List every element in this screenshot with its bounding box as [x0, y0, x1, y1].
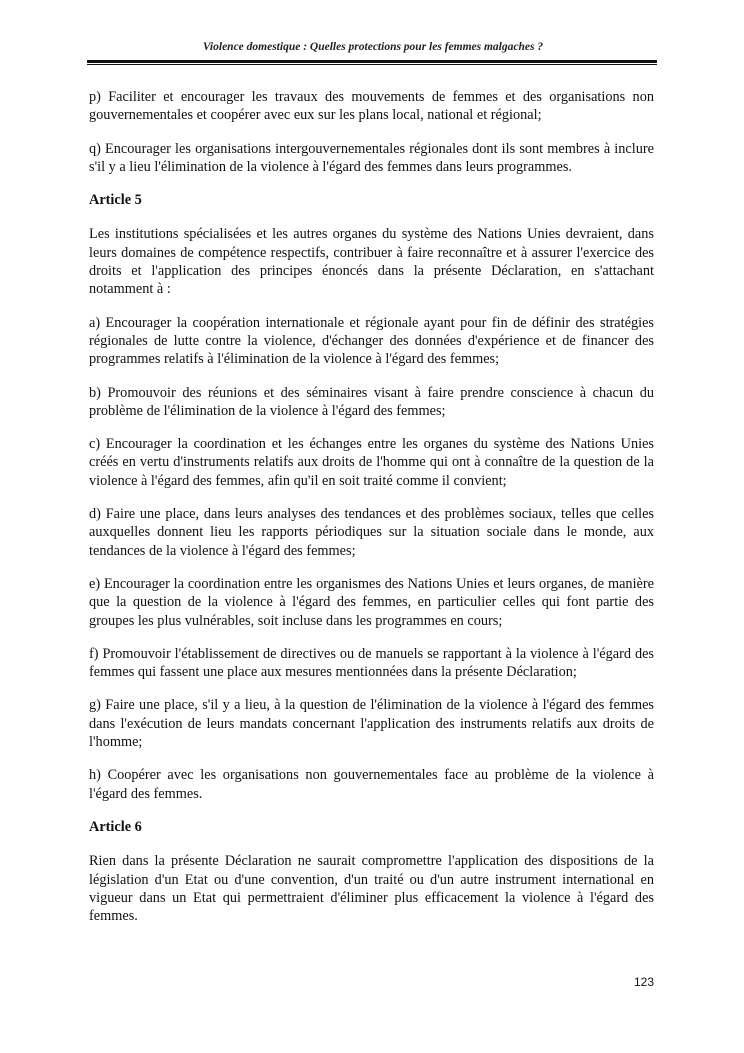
page-body — [89, 88, 654, 940]
paragraph-g: g) Faire une place, s'il y a lieu, à la question de l'élimination de la violence à l'égard des femmes dans l'exécution de leurs mandats concernant l'application des instruments relatifs aux droits de l'homme; — [89, 697, 654, 751]
paragraph-b: b) Promouvoir des réunions et des séminaires visant à faire prendre conscience à chacun du problème de l'élimination de la violence à l'égard des femmes; — [89, 384, 654, 419]
paragraph-p: p) Faciliter et encourager les travaux des mouvements de femmes et des organisations non gouvernementales et coopérer avec eux sur les plans local, national et régional; — [89, 89, 654, 124]
paragraph-d: d) Faire une place, dans leurs analyses des tendances et des problèmes sociaux, telles que celles auxquelles donnent lieu les rapports périodiques sur la situation sociale dans le monde, aux tendances de la violence à l'égard des femmes; — [89, 506, 654, 559]
paragraph-e: e) Encourager la coordination entre les organismes des Nations Unies et leurs organes, de manière que la question de la violence à l'égard des femmes, en particulier celles qui font partie des groupes les plus vulnérables, soit incluse dans les programmes en cours; — [89, 575, 654, 629]
running-header: Violence domestique : Quelles protections pour les femmes malgaches ? — [202, 41, 544, 53]
paragraph-f: f) Promouvoir l'établissement de directives ou de manuels se rapportant à la violence à l'égard des femmes qui fassent une place aux mesures mentionnées dans la présente Déclaration; — [89, 645, 654, 681]
paragraph-c: c) Encourager la coordination et les échanges entre les organes du système des Nations Unies créés en vertu d'instruments relatifs aux droits de l'homme qui ont à connaître de la question de la violence à l'égard des femmes, afin qu'il en soit traité comme il convient; — [89, 436, 654, 489]
page-number: 123 — [633, 975, 654, 989]
article-6-heading: Article 6 — [89, 818, 142, 835]
paragraph-h: h) Coopérer avec les organisations non gouvernementales face au problème de la violence à l'égard des femmes. — [89, 767, 654, 802]
paragraph-a: a) Encourager la coopération internationale et régionale ayant pour fin de définir des stratégies régionales de lutte contre la violence, d'échanger des données d'expérience et de financer des programmes relatifs à l'élimination de la violence à l'égard des femmes; — [89, 314, 654, 368]
header-rule — [87, 60, 657, 65]
article-5-heading: Article 5 — [89, 192, 142, 209]
paragraph-q: q) Encourager les organisations intergouvernementales régionales dont ils sont membres à inclure s'il y a lieu l'élimination de la violence à l'égard des femmes dans leurs programmes. — [89, 140, 654, 175]
article-6-text: Rien dans la présente Déclaration ne saurait compromettre l'application des dispositions de la législation d'un Etat ou d'une convention, d'un traité ou d'un autre instrument international en vigueur dans un Etat qui permettraient d'éliminer plus efficacement la violence à l'égard des femmes. — [89, 853, 654, 925]
article-5-intro: Les institutions spécialisées et les autres organes du système des Nations Unies devraient, dans leurs domaines de compétence respectifs, contribuer à faire reconnaître et à assurer l'exercice des droits et l'application des principes énoncés dans la présente Déclaration, en s'attachant notamment à : — [89, 226, 654, 298]
